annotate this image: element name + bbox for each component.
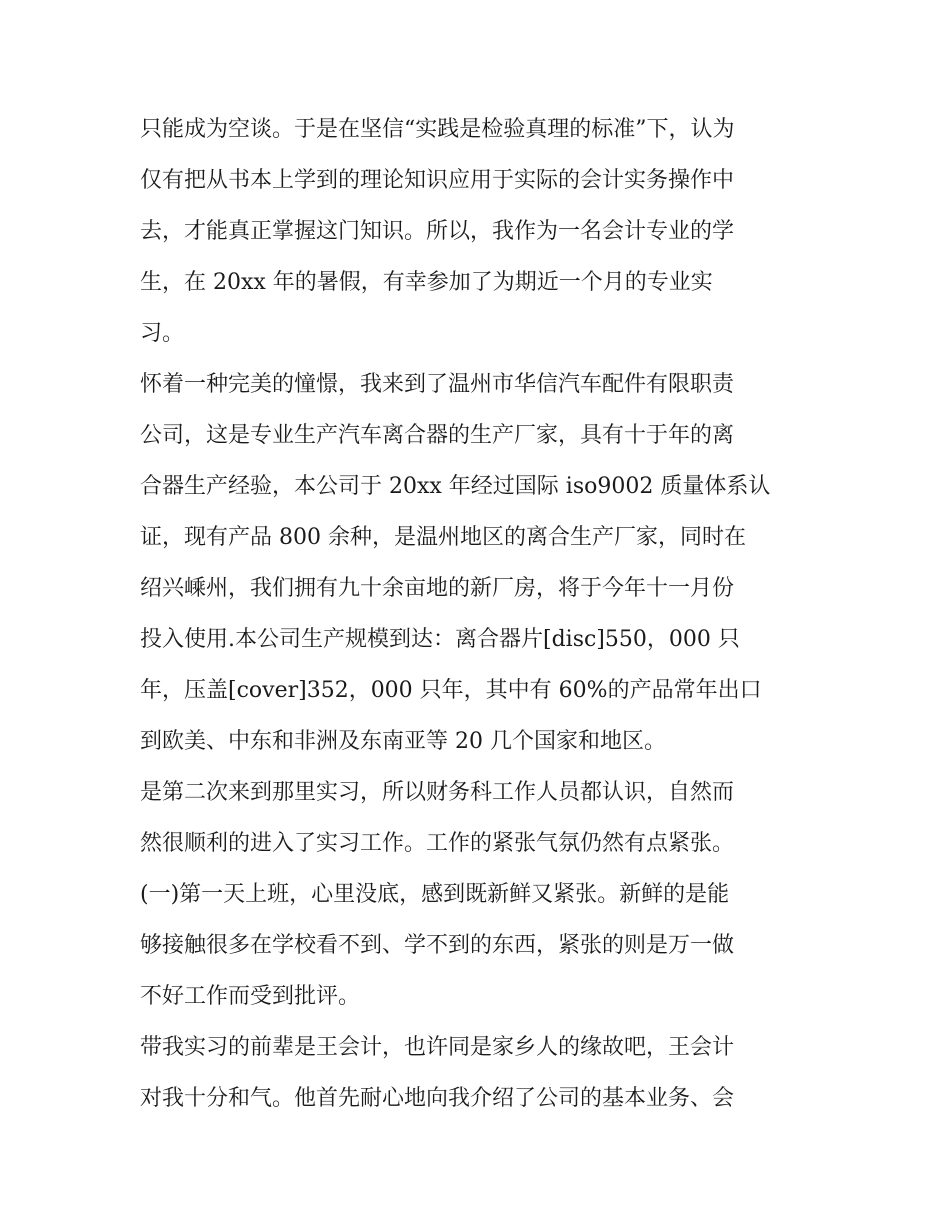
text-line: (一)第一天上班，心里没底，感到既新鲜又紧张。新鲜的是能 bbox=[140, 882, 730, 907]
text-line: 不好工作而受到批评。 bbox=[140, 984, 361, 1009]
paragraph-2 bbox=[140, 359, 812, 767]
text-line: 合器生产经验，本公司于 20xx 年经过国际 iso9002 质量体系认 bbox=[140, 474, 771, 499]
text-line: 怀着一种完美的憧憬，我来到了温州市华信汽车配件有限职责 bbox=[140, 372, 735, 397]
text-line: 是第二次来到那里实习，所以财务科工作人员都认识，自然而 bbox=[140, 780, 735, 805]
text-line: 证，现有产品 800 余种，是温州地区的离合生产厂家，同时在 bbox=[140, 525, 746, 550]
paragraph-4 bbox=[140, 869, 812, 1022]
text-line: 投入使用.本公司生产规模到达：离合器片[disc]550，000 只 bbox=[140, 627, 740, 652]
text-line: 然很顺利的进入了实习工作。工作的紧张气氛仍然有点紧张。 bbox=[140, 831, 735, 856]
text-line: 仅有把从书本上学到的理论知识应用于实际的会计实务操作中 bbox=[140, 168, 735, 193]
text-line: 对我十分和气。他首先耐心地向我介绍了公司的基本业务、会 bbox=[140, 1086, 735, 1111]
paragraph-5 bbox=[140, 1022, 812, 1124]
text-line: 年，压盖[cover]352，000 只年，其中有 60%的产品常年出口 bbox=[140, 678, 762, 703]
text-line: 习。 bbox=[140, 321, 185, 346]
text-line: 绍兴嵊州，我们拥有九十余亩地的新厂房，将于今年十一月份 bbox=[140, 576, 735, 601]
text-line: 公司，这是专业生产汽车离合器的生产厂家，具有十于年的离 bbox=[140, 423, 735, 448]
document-page bbox=[140, 104, 812, 1124]
text-line: 只能成为空谈。于是在坚信“实践是检验真理的标准”下，认为 bbox=[140, 117, 735, 142]
text-line: 带我实习的前辈是王会计，也许同是家乡人的缘故吧，王会计 bbox=[140, 1035, 735, 1060]
paragraph-1 bbox=[140, 104, 812, 359]
text-line: 生，在 20xx 年的暑假，有幸参加了为期近一个月的专业实 bbox=[140, 270, 713, 295]
text-line: 到欧美、中东和非洲及东南亚等 20 几个国家和地区。 bbox=[140, 729, 666, 754]
text-line: 去，才能真正掌握这门知识。所以，我作为一名会计专业的学 bbox=[140, 219, 735, 244]
text-line: 够接触很多在学校看不到、学不到的东西，紧张的则是万一做 bbox=[140, 933, 735, 958]
paragraph-3 bbox=[140, 767, 812, 869]
